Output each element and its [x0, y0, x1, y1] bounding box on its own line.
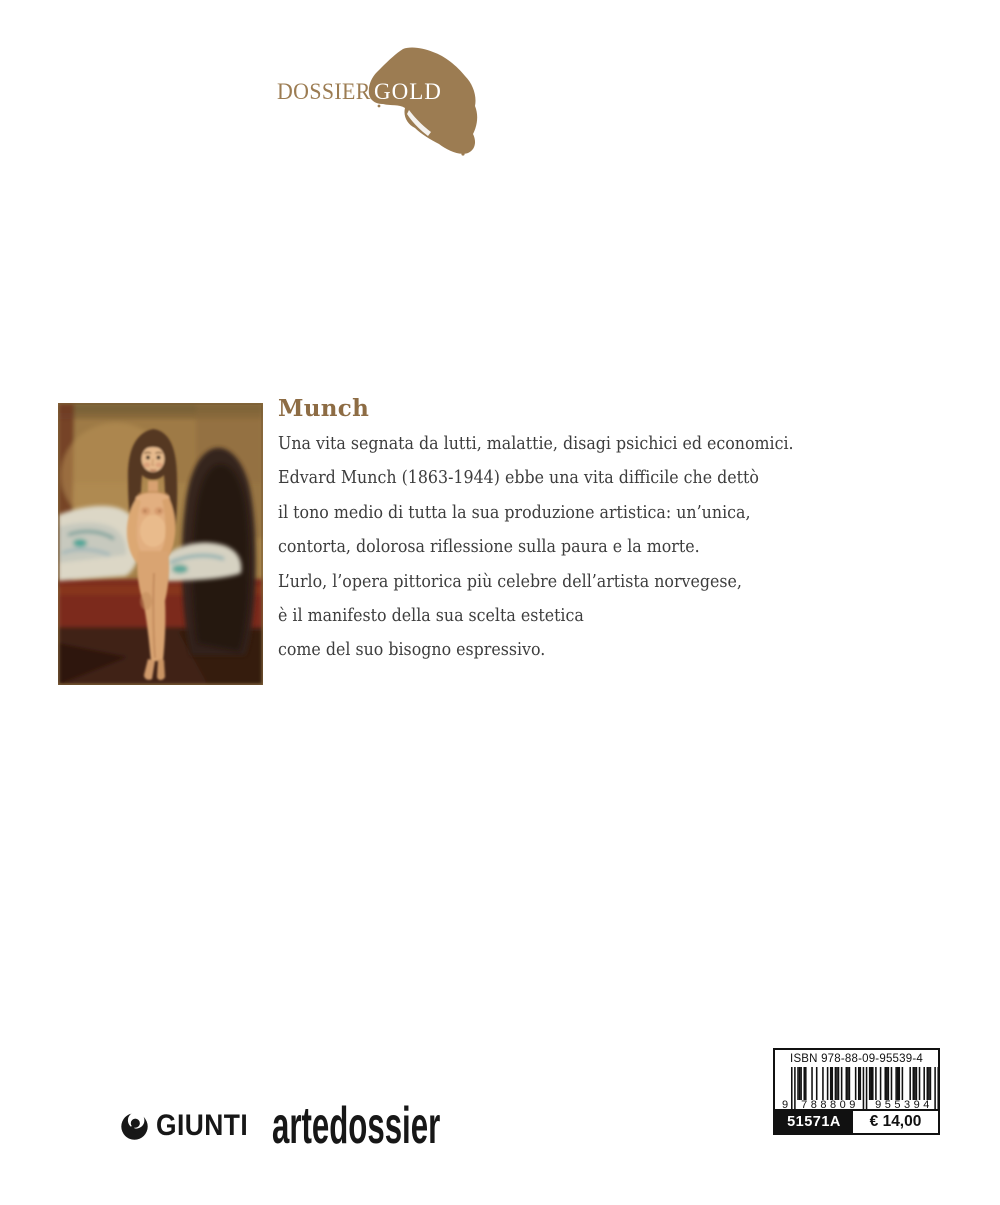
edition-code: 51571A — [775, 1111, 853, 1133]
cover-painting — [58, 403, 263, 685]
price-label: € 14,00 — [853, 1111, 938, 1133]
description-line: Edvard Munch (1863-1944) ebbe una vita difficile che dettò — [278, 467, 759, 489]
description-line: Una vita segnata da lutti, malattie, disagi psichici ed economici. — [278, 433, 794, 454]
description-line: L’urlo, l’opera pittorica più celebre dell’artista norvegese, — [278, 570, 742, 592]
isbn-label: ISBN 978-88-09-95539-4 — [790, 1053, 923, 1065]
barcode-digit-left: 9 — [781, 1099, 789, 1111]
artedossier-logo: artedossier — [272, 1097, 441, 1155]
brand-dossier-label: DOSSIER — [277, 79, 371, 104]
cover-painting-svg — [58, 403, 263, 685]
book-description — [278, 427, 918, 668]
giunti-label: GIUNTI — [156, 1109, 249, 1142]
description-line: è il manifesto della sua scelta estetica — [278, 605, 584, 627]
description-line: come del suo bisogno espressivo. — [278, 639, 546, 661]
page-title: Munch — [278, 395, 370, 422]
barcode-digit-group2: 955394 — [875, 1099, 933, 1111]
description-line: contorta, dolorosa riflessione sulla paura e la morte. — [278, 536, 700, 558]
brand-gold-label: GOLD — [374, 79, 442, 104]
description-line: il tono medio di tutta la sua produzione artistica: un’unica, — [278, 501, 751, 523]
barcode-bars-area — [781, 1067, 932, 1111]
price-strip — [775, 1109, 938, 1133]
giunti-g-icon — [118, 1110, 151, 1143]
brand-logo — [0, 0, 1000, 200]
barcode-digit-group1: 788809 — [801, 1099, 859, 1111]
barcode-box — [773, 1048, 940, 1135]
